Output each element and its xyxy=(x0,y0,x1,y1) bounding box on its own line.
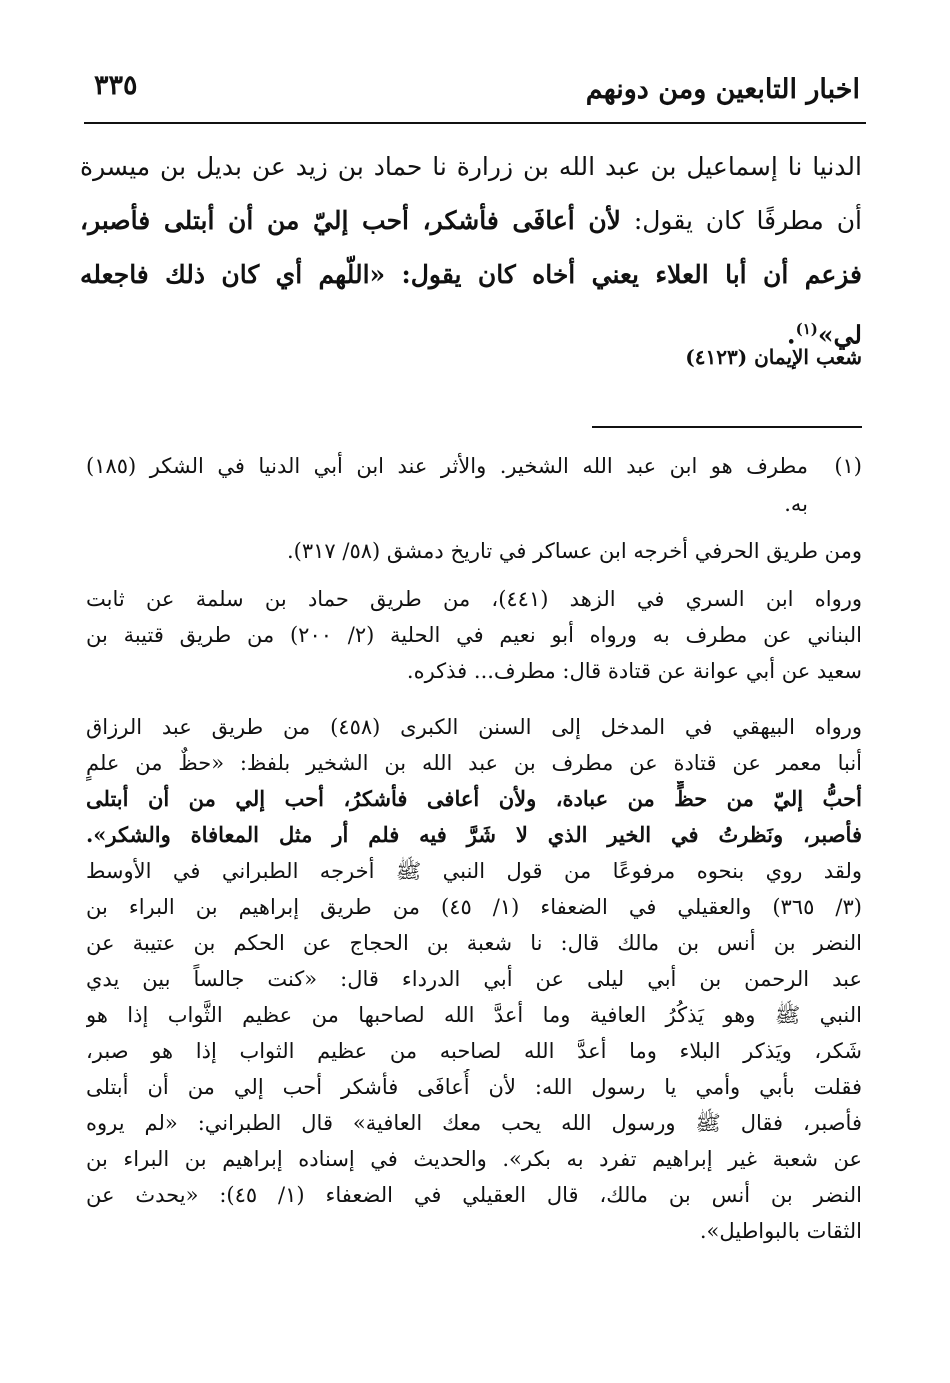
main-line-2-bold: لأن أعافَى فأشكر، أحب إليّ من أن أبتلى فأصبر، xyxy=(80,206,621,235)
fn-line: شَكر، ويَذكر البلاء وما أعدَّ الله لصاحبه من عظيم الثواب إذا هو صبر، xyxy=(86,1039,862,1063)
footnote-para-3 xyxy=(86,581,862,689)
fn-line-bold: فأصبر، ونَظرتُ في الخير الذي لا شَرَّ فيه فلم أر مثل المعافاة والشكر». xyxy=(86,822,862,847)
main-line-3: فزعم أن أبا العلاء يعني أخاه كان يقول: «اللّهم أي كان ذلك فاجعله xyxy=(80,260,862,289)
fn-line: فقلت بأبي وأمي يا رسول الله: لأن أُعافَى فأشكر أحب إلي من أن أبتلى xyxy=(86,1075,862,1099)
fn-line: ورواه البيهقي في المدخل إلى السنن الكبرى (٤٥٨) من طريق عبد الرزاق xyxy=(86,715,862,739)
fn-line: النضر بن أنس بن مالك، قال العقيلي في الضعفاء (١/ ٤٥): «يحدث عن xyxy=(86,1183,862,1207)
fn-line: النضر بن أنس بن مالك قال: نا شعبة بن الحجاج عن الحكم بن عتيبة عن xyxy=(86,931,862,955)
fn-line: عبد الرحمن بن أبي ليلى عن أبي الدرداء قال: «كنت جالساً بين يدي xyxy=(86,967,862,991)
main-line-2-plain: أن مطرفًا كان يقول: xyxy=(620,206,862,235)
main-line-4-text: لي» xyxy=(817,320,862,350)
fn-line: ومن طريق الحرفي أخرجه ابن عساكر في تاريخ دمشق (٥٨/ ٣١٧). xyxy=(287,539,862,563)
footnote-para-1 xyxy=(86,447,808,523)
main-line-2 xyxy=(80,194,862,248)
fn-line: فأصبر، فقال ﷺ ورسول الله يحب معك العافية» قال الطبراني: «لم يروه xyxy=(86,1111,862,1135)
page-number: ٣٣٥ xyxy=(94,70,138,101)
fn-line: (٣/ ٣٦٥) والعقيلي في الضعفاء (١/ ٤٥) من طريق إبراهيم بن البراء بن xyxy=(86,895,862,919)
main-text xyxy=(80,140,862,356)
header-rule xyxy=(84,122,866,124)
fn-line: النبي ﷺ وهو يَذكُرُ العافية وما أعدَّ الله لصاحبها من عظيم الثَّواب إذا هو xyxy=(86,1003,862,1027)
fn-line: مطرف هو ابن عبد الله الشخير. والأثر عند ابن أبي الدنيا في الشكر (١٨٥) xyxy=(86,454,808,478)
fn-line: سعيد عن أبي عوانة عن قتادة قال: مطرف... فذكره. xyxy=(406,659,862,683)
source-citation: شعب الإيمان (٤١٢٣) xyxy=(685,345,862,369)
footnote-para-4 xyxy=(86,709,862,1249)
fn-line-bold: أحبُّ إليّ من حظٍّ من عبادة، ولأن أعافى فأشكرُ، أحب إلي من أن أبتلى xyxy=(86,786,862,811)
footnote-para-2 xyxy=(86,533,862,569)
footnote-rule xyxy=(592,426,862,428)
fn-line: أنبا معمر عن قتادة عن مطرف بن عبد الله بن الشخير بلفظ: «حظٌ من علمٍ xyxy=(86,751,862,775)
fn-line: عن شعبة غير إبراهيم تفرد به بكر». والحديث في إسناده إبراهيم بن البراء بن xyxy=(86,1147,862,1171)
main-line-1: الدنيا نا إسماعيل بن عبد الله بن زرارة نا حماد بن زيد عن بديل بن ميسرة xyxy=(80,152,862,181)
main-line-4-end: . xyxy=(786,320,796,350)
footnote-marker: (١) xyxy=(834,454,862,478)
fn-line: البناني عن مطرف به ورواه أبو نعيم في الحلية (٢/ ٢٠٠) من طريق قتيبة بن xyxy=(86,623,862,647)
fn-line: الثقات بالبواطيل». xyxy=(699,1219,862,1243)
fn-line: به. xyxy=(784,492,808,516)
running-title: اخبار التابعين ومن دونهم xyxy=(585,74,860,105)
footnote-ref[interactable]: (١) xyxy=(795,320,818,338)
fn-line: ورواه ابن السري في الزهد (٤٤١)، من طريق حماد بن سلمة عن ثابت xyxy=(86,587,862,611)
fn-line: ولقد روي بنحوه مرفوعًا من قول النبي ﷺ أخرجه الطبراني في الأوسط xyxy=(86,859,862,883)
